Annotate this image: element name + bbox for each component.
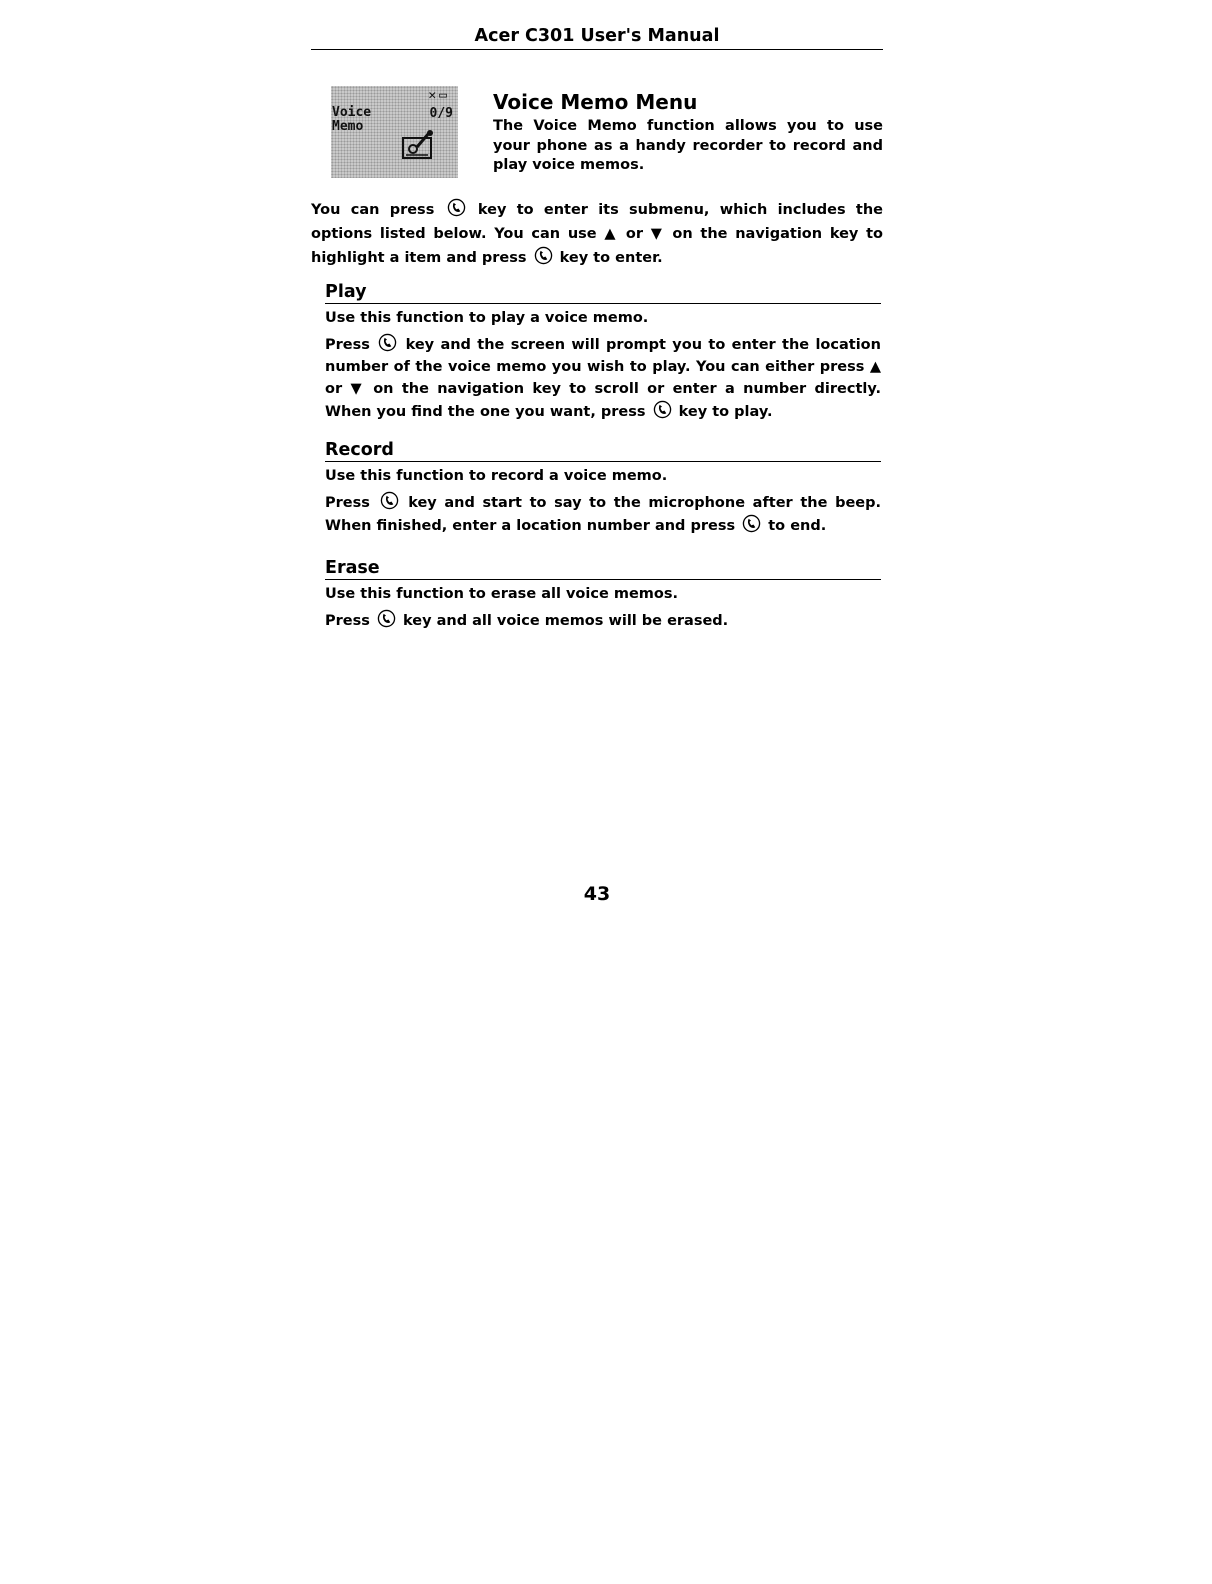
microphone-icon [401, 130, 435, 162]
intro-heading: Voice Memo Menu [493, 90, 698, 114]
call-key-icon [742, 514, 761, 533]
section-heading-record: Record [325, 440, 881, 462]
page-header: Acer C301 User's Manual [311, 26, 883, 50]
intro-block [493, 90, 883, 176]
call-key-icon [653, 400, 672, 419]
play-instructions: Press key and the screen will prompt you to enter the location number of the voice memo you wish to play. You can either press ▲ or ▼ on the navigation key to scroll or enter a number directly. When you find the one you want, press key to play. [325, 333, 881, 423]
page-number: 43 [583, 883, 611, 905]
battery-icon: ▭ [439, 88, 450, 103]
section-erase [325, 558, 881, 632]
section-heading-erase: Erase [325, 558, 881, 580]
screen-status-icons [428, 88, 450, 103]
record-instructions: Press key and start to say to the microphone after the beep. When finished, enter a location number and press to end. [325, 491, 881, 537]
screen-title: Voice Memo [332, 105, 372, 134]
intro-text: The Voice Memo function allows you to use your phone as a handy recorder to record and play voice memos. [493, 118, 883, 173]
play-description: Use this function to play a voice memo. [325, 310, 649, 326]
section-play [325, 282, 881, 423]
screen-counter: 0/9 [429, 106, 453, 121]
call-key-icon [377, 609, 396, 628]
call-key-icon [534, 246, 553, 265]
erase-description: Use this function to erase all voice memos. [325, 586, 678, 602]
call-key-icon [447, 198, 466, 217]
erase-instructions: Press key and all voice memos will be erased. [325, 609, 881, 632]
section-heading-play: Play [325, 282, 881, 304]
section-record [325, 440, 881, 537]
overview-paragraph: You can press key to enter its submenu, which includes the options listed below. You can use ▲ or ▼ on the navigation key to highlight a item and press key to enter. [311, 198, 883, 270]
call-key-icon [380, 491, 399, 510]
signal-icon: ✕ [428, 88, 440, 103]
record-description: Use this function to record a voice memo. [325, 468, 668, 484]
phone-screen-image [331, 86, 458, 178]
call-key-icon [378, 333, 397, 352]
